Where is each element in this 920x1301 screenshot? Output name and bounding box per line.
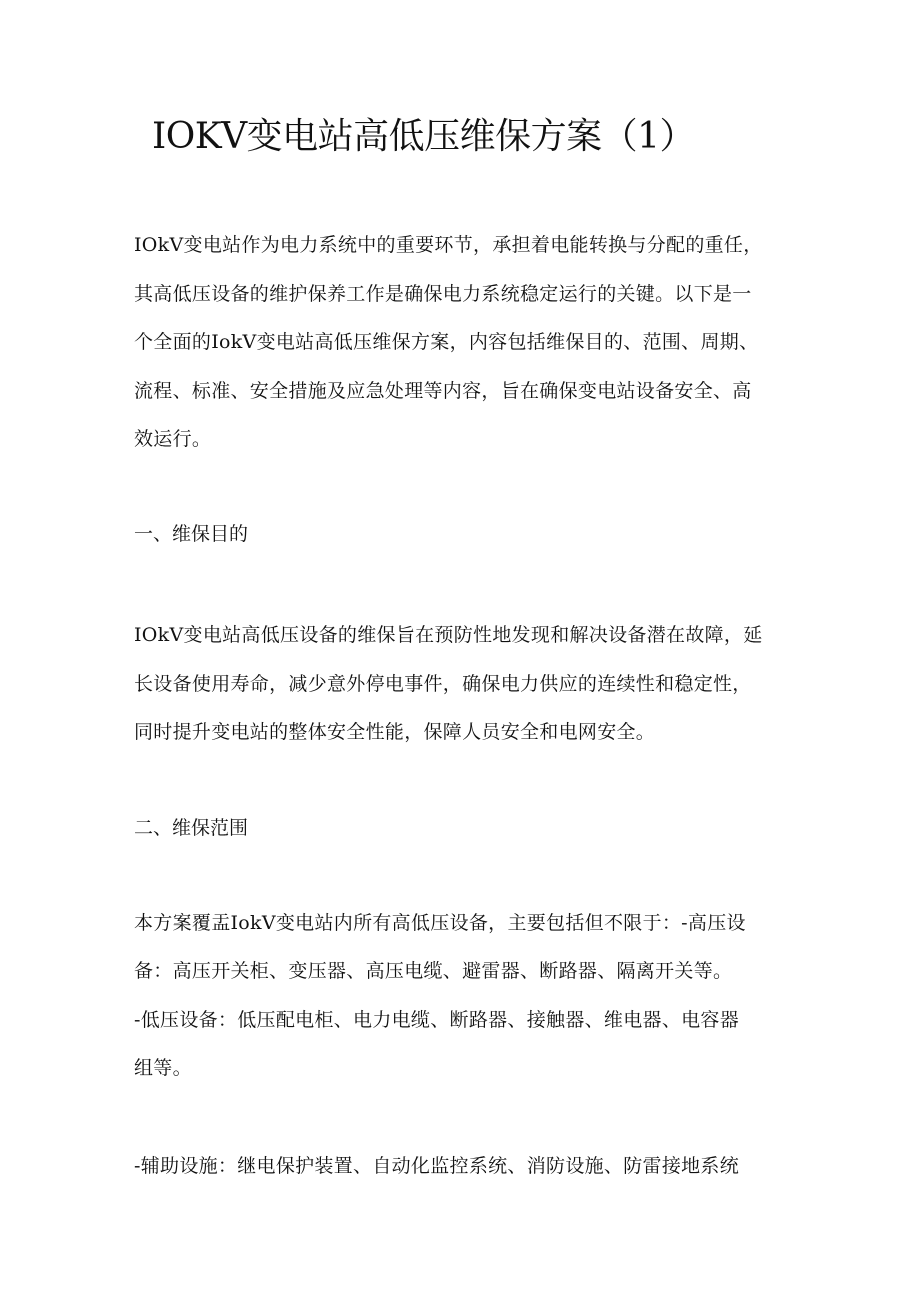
scope-line: 组等。 [134,1057,192,1079]
document-title: IOKV变电站高低压维保方案（1） [152,116,696,157]
intro-line: 效运行。 [134,428,212,450]
section-heading-scope: 二、维保范围 [134,817,249,839]
scope-line: -低压设备：低压配电柜、电力电缆、断路器、接触器、维电器、电容器 [134,1009,740,1031]
scope-line: 备：高压开关柜、变压器、高压电缆、避雷器、断路器、隔离开关等。 [134,960,733,982]
scope-line: 本方案覆盂IokV变电站内所有高低压设备，主要包括但不限于：-高压设 [134,912,746,934]
purpose-line: 同时提升变电站的整体安全性能，保障人员安全和电网安全。 [134,721,656,743]
intro-line: 其高低压设备的维护保养工作是确保电力系统稳定运行的关键。以下是一 [134,283,752,305]
purpose-line: IOkV变电站高低压设备的维保旨在预防性地发现和解决设备潜在故障，延 [134,624,763,646]
scope-aux-line: -辅助设施：继电保护装置、自动化监控系统、消防设施、防雷接地系统 [134,1155,740,1177]
intro-line: IOkV变电站作为电力系统中的重要环节，承担着电能转换与分配的重任， [134,234,763,256]
intro-line: 流程、标准、安全措施及应急处理等内容，旨在确保变电站设备安全、高 [134,380,752,402]
section-heading-purpose: 一、维保目的 [134,523,249,545]
intro-line: 个全面的IokV变电站高低压维保方案，内容包括维保目的、范围、周期、 [134,331,759,353]
purpose-line: 长设备使用寿命，减少意外停电事件，确保电力供应的连续性和稳定性， [134,673,752,695]
